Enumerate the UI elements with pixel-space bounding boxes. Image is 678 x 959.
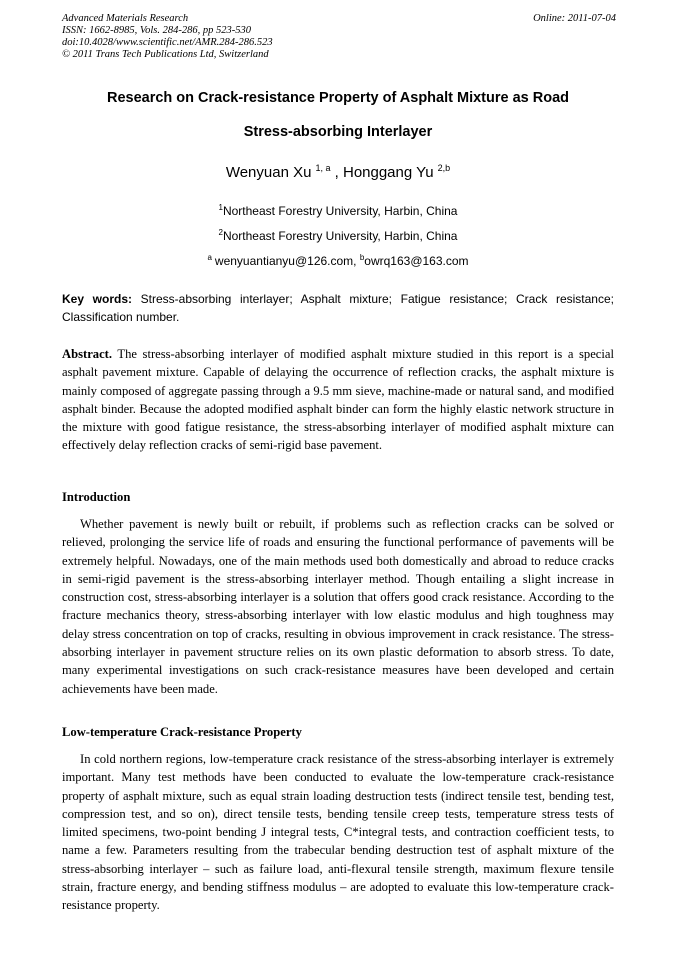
keywords-text: Stress-absorbing interlayer; Asphalt mixture; Fatigue resistance; Crack resistance; Classification number.: [62, 292, 614, 324]
online-date: Online: 2011-07-04: [533, 13, 616, 24]
affiliation-2-text: Northeast Forestry University, Harbin, China: [222, 229, 458, 243]
author-2-sup: 2,b: [437, 163, 451, 173]
author-separator: ,: [330, 164, 343, 181]
author-1: Wenyuan Xu: [225, 164, 312, 181]
author-line: [62, 163, 614, 181]
affiliation-1: [62, 203, 614, 218]
author-1-sup: 1, a: [315, 163, 331, 173]
section-heading-introduction: Introduction: [62, 490, 131, 504]
section-heading-low-temperature: Low-temperature Crack-resistance Property: [62, 725, 302, 739]
copyright-line: © 2011 Trans Tech Publications Ltd, Switzerland: [62, 49, 269, 60]
email-a-sup: a: [207, 253, 212, 262]
abstract-label: Abstract.: [62, 347, 113, 361]
email-b[interactable]: owrq163@163.com: [364, 254, 469, 268]
affiliation-2-sup: 2: [218, 228, 223, 237]
abstract: [62, 345, 614, 455]
abstract-text: The stress-absorbing interlayer of modified asphalt mixture studied in this report is a special asphalt pavement mixture. Capable of delaying the occurrence of reflection cracks, the asphalt mixture is mainly composed of aggregate passing through a 9.5 mm sieve, machine-made or natural sand, and modified asphalt binder. Because the adopted modified asphalt binder can form the highly elastic network structure in the mixture with good fatigue resistance, the stress-absorbing interlayer of modified asphalt mixture can effectively delay reflection cracks of semi-rigid base pavement.: [62, 347, 614, 453]
keywords-label: Key words:: [62, 292, 132, 306]
email-a[interactable]: wenyuantianyu@126.com,: [214, 254, 360, 268]
paper-title-line-1: Research on Crack-resistance Property of Asphalt Mixture as Road: [106, 90, 569, 106]
email-line: [62, 253, 614, 268]
introduction-body: Whether pavement is newly built or rebuilt, if problems such as reflection cracks can be solved or relieved, prolonging the service life of roads and ensuring the functional performance of pavements will be extremely helpful. Nowadays, one of the main methods used both domestically and abroad to reduce cracks in semi-rigid pavement is the stress-absorbing interlayer method. Though entailing a slight increase in construction cost, stress-absorbing interlayer is a solution that offers good crack resistance. According to the fracture mechanics theory, stress-absorbing interlayer with low elastic modulus and high toughness may delay stress concentration on top of cracks, resulting in obvious improvement in crack resistance. The stress-absorbing interlayer in pavement structure relies on its own plastic deformation to absorb stress. To date, many experimental investigations on such crack-resistance measures have been developed and certain achievements have been made.: [62, 517, 614, 696]
paper-title-line-2: Stress-absorbing Interlayer: [243, 124, 433, 140]
affiliation-2: [62, 228, 614, 243]
email-b-sup: b: [359, 253, 365, 262]
keywords: [62, 290, 614, 326]
author-2: Honggang Yu: [342, 164, 434, 181]
issn-line: ISSN: 1662-8985, Vols. 284-286, pp 523-530: [62, 25, 251, 36]
journal-name: Advanced Materials Research: [62, 13, 189, 24]
journal-header: [62, 13, 273, 61]
affiliation-1-text: Northeast Forestry University, Harbin, China: [222, 204, 458, 218]
low-temperature-body: In cold northern regions, low-temperature crack resistance of the stress-absorbing interlayer is extremely important. Many test methods have been conducted to evaluate the low-temperature crack-resistance property of asphalt mixture, such as equal strain loading destruction tests (indirect tensile test, bending test, compression test, and so on), direct tensile tests, bending tensile creep tests, temperature stress tests of limited specimens, two-point bending J integral tests, C*integral tests, and contraction coefficient tests, to name a few. Parameters resulting from the trabecular bending destruction test of asphalt mixture of the stress-absorbing interlayer – such as failure load, anti-flexural tensile strength, maximum flexure tensile strain, fracture energy, and bending stiffness modulus – are adopted to evaluate this low-temperature crack-resistance property.: [62, 752, 614, 913]
affiliation-1-sup: 1: [218, 203, 223, 212]
doi-line: doi:10.4028/www.scientific.net/AMR.284-286.523: [62, 37, 273, 48]
